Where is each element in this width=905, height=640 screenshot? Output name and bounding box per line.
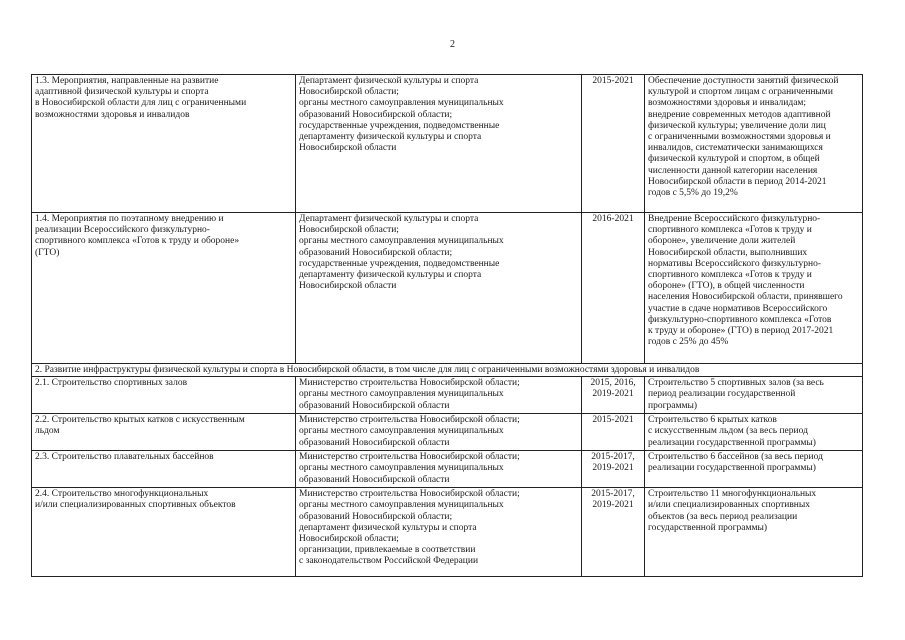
activity-name-cell: 2.3. Строительство плавательных бассейнов: [32, 451, 296, 488]
table-row-2-3: [32, 451, 863, 488]
executor-cell: Департамент физической культуры и спорта Новосибирской области; органы местного самоуправления муниципальных образований Новосибирской области; государственные учреждения, подведомственные департаменту физической культуры и спорта Новосибирской области: [296, 213, 582, 364]
table-row-2-2: [32, 414, 863, 451]
executor-cell: Департамент физической культуры и спорта Новосибирской области; органы местного самоуправления муниципальных образований Новосибирской области; государственные учреждения, подведомственные департаменту физической культуры и спорта Новосибирской области: [296, 75, 582, 213]
activity-name-cell: 2.1. Строительство спортивных залов: [32, 377, 296, 414]
table-row-2-1: [32, 377, 863, 414]
expected-result-cell: Строительство 6 бассейнов (за весь период реализации государственной программы): [645, 451, 863, 488]
executor-cell: Министерство строительства Новосибирской области; органы местного самоуправления муниципальных образований Новосибирской области: [296, 377, 582, 414]
activity-name-cell: 1.4. Мероприятия по поэтапному внедрению и реализации Всероссийского физкультурно- спортивного комплекса «Готов к труду и обороне» (ГТО): [32, 213, 296, 364]
expected-result-cell: Обеспечение доступности занятий физической культурой и спортом лицам с ограниченными возможностями здоровья и инвалидам; внедрение современных методов адаптивной физической культуры; увеличение доли лиц с ограниченными возможностями здоровья и инвалидов, систематически занимающихся физической культурой и спортом, в общей численности данной категории населения Новосибирской области в период 2014-2021 годов с 5,5% до 19,2%: [645, 75, 863, 213]
executor-cell: Министерство строительства Новосибирской области; органы местного самоуправления муниципальных образований Новосибирской области; департамент физической культуры и спорта Новосибирской области; организации, привлекаемые в соответствии с законодательством Российской Федерации: [296, 488, 582, 577]
executor-cell: Министерство строительства Новосибирской области; органы местного самоуправления муниципальных образований Новосибирской области: [296, 451, 582, 488]
period-cell: 2016-2021: [582, 213, 645, 364]
expected-result-cell: Внедрение Всероссийского физкультурно- спортивного комплекса «Готов к труду и обороне», увеличение доли жителей Новосибирской области, выполнивших нормативы Всероссийского физкультурно- спортивного комплекса «Готов к труду и обороне» (ГТО), в общей численности населения Новосибирской области, принявшего участие в сдаче нормативов Всероссийского физкультурно-спортивного комплекса «Готов к труду и обороне» (ГТО) в период 2017-2021 годов с 25% до 45%: [645, 213, 863, 364]
period-cell: 2015-2021: [582, 75, 645, 213]
executor-cell: Министерство строительства Новосибирской области; органы местного самоуправления муниципальных образований Новосибирской области: [296, 414, 582, 451]
expected-result-cell: Строительство 6 крытых катков с искусственным льдом (за весь период реализации государственной программы): [645, 414, 863, 451]
expected-result-cell: Строительство 5 спортивных залов (за весь период реализации государственной программы): [645, 377, 863, 414]
period-cell: 2015-2017, 2019-2021: [582, 451, 645, 488]
section-row-2: [32, 364, 863, 377]
period-cell: 2015-2017, 2019-2021: [582, 488, 645, 577]
page-number: 2: [450, 39, 455, 50]
section-heading-cell: 2. Развитие инфраструктуры физической культуры и спорта в Новосибирской области, в том числе для лиц с ограниченными возможностями здоровья и инвалидов: [32, 364, 863, 377]
period-cell: 2015, 2016, 2019-2021: [582, 377, 645, 414]
period-cell: 2015-2021: [582, 414, 645, 451]
activity-name-cell: 2.2. Строительство крытых катков с искусственным льдом: [32, 414, 296, 451]
activity-name-cell: 1.3. Мероприятия, направленные на развитие адаптивной физической культуры и спорта в Новосибирской области для лиц с ограниченными возможностями здоровья и инвалидов: [32, 75, 296, 213]
table-row-2-4: [32, 488, 863, 577]
program-activities-table: [31, 74, 863, 577]
activity-name-cell: 2.4. Строительство многофункциональных и/или специализированных спортивных объектов: [32, 488, 296, 577]
table-row-1-4: [32, 213, 863, 364]
expected-result-cell: Строительство 11 многофункциональных и/или специализированных спортивных объектов (за весь период реализации государственной программы): [645, 488, 863, 577]
table-row-1-3: [32, 75, 863, 213]
